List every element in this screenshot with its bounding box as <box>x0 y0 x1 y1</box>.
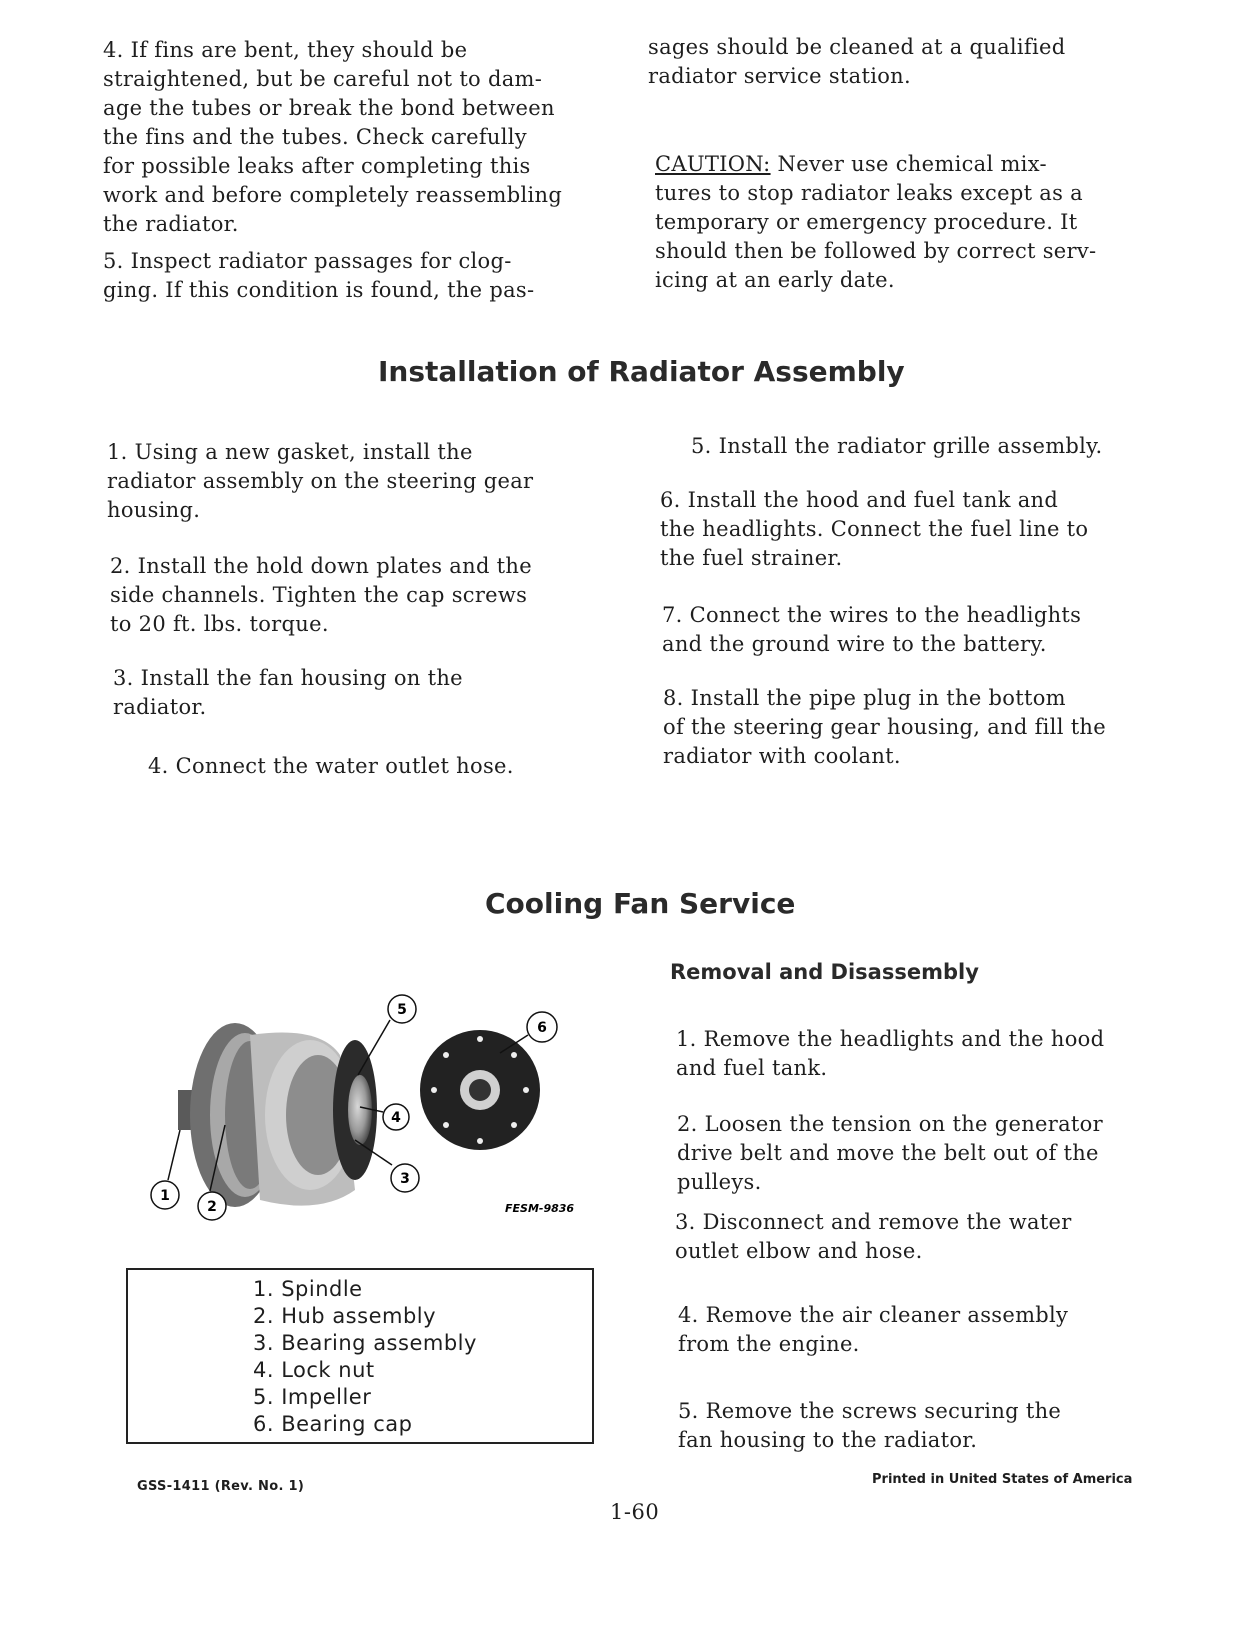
installation-step-4: 4. Connect the water outlet hose. <box>148 754 514 778</box>
paragraph-step-4-fins: 4. If fins are bent, they should be straightened, but be careful not to dam- age the tubes or break the bond between the fins and the tubes. Check carefully for possible leaks after completing this work and before completely reassembling the radiator. <box>103 38 563 236</box>
svg-text:2: 2 <box>207 1199 217 1215</box>
callout-2 <box>198 1192 226 1220</box>
legend-item-hub-assembly: 2. Hub assembly <box>253 1304 437 1328</box>
legend-item-bearing-cap: 6. Bearing cap <box>253 1412 413 1436</box>
installation-step-7: 7. Connect the wires to the headlights and the ground wire to the battery. <box>662 603 1082 656</box>
removal-step-1: 1. Remove the headlights and the hood and fuel tank. <box>676 1027 1105 1080</box>
caution-text: Never use chemical mix- tures to stop radiator leaks except as a temporary or emergency procedure. It should then be followed by correct serv- icing at an early date. <box>655 152 1097 292</box>
removal-subheading: Removal and Disassembly <box>670 960 979 984</box>
svg-text:1: 1 <box>160 1188 170 1204</box>
removal-step-2: 2. Loosen the tension on the generator drive belt and move the belt out of the pulleys. <box>677 1112 1103 1194</box>
callout-5 <box>388 995 416 1023</box>
removal-step-4: 4. Remove the air cleaner assembly from the engine. <box>678 1303 1069 1356</box>
svg-text:4: 4 <box>391 1110 401 1126</box>
paragraph-step-5-continued: sages should be cleaned at a qualified radiator service station. <box>648 35 1066 88</box>
document-number: GSS-1411 (Rev. No. 1) <box>137 1479 305 1494</box>
legend-item-impeller: 5. Impeller <box>253 1385 372 1409</box>
printed-in-note: Printed in United States of America <box>872 1472 1133 1487</box>
paragraph-step-5-passages: 5. Inspect radiator passages for clog- ging. If this condition is found, the pas- <box>103 249 535 302</box>
removal-step-5: 5. Remove the screws securing the fan housing to the radiator. <box>678 1399 1062 1452</box>
installation-step-5: 5. Install the radiator grille assembly. <box>691 434 1103 458</box>
installation-step-3: 3. Install the fan housing on the radiator. <box>113 666 463 719</box>
removal-step-3: 3. Disconnect and remove the water outlet elbow and hose. <box>675 1210 1072 1263</box>
figure-legend-list <box>253 1276 477 1438</box>
legend-item-spindle: 1. Spindle <box>253 1277 363 1301</box>
installation-step-2: 2. Install the hold down plates and the side channels. Tighten the cap screws to 20 ft. lbs. torque. <box>110 554 532 636</box>
svg-text:5: 5 <box>397 1002 407 1018</box>
figure-id: FESM-9836 <box>505 1202 575 1215</box>
figure-legend-box <box>126 1268 594 1444</box>
installation-heading: Installation of Radiator Assembly <box>378 355 905 388</box>
installation-step-8: 8. Install the pipe plug in the bottom of the steering gear housing, and fill the radiator with coolant. <box>663 686 1106 768</box>
legend-item-lock-nut: 4. Lock nut <box>253 1358 375 1382</box>
svg-text:3: 3 <box>400 1171 410 1187</box>
svg-text:6: 6 <box>537 1020 547 1036</box>
callout-3 <box>391 1164 419 1192</box>
caution-label: CAUTION: <box>655 152 771 176</box>
callout-4 <box>383 1104 409 1130</box>
cooling-fan-heading: Cooling Fan Service <box>485 887 796 920</box>
page-number: 1-60 <box>610 1500 660 1524</box>
installation-step-1: 1. Using a new gasket, install the radiator assembly on the steering gear housing. <box>107 440 534 522</box>
fan-assembly-illustration <box>150 1002 590 1250</box>
legend-item-bearing-assembly: 3. Bearing assembly <box>253 1331 477 1355</box>
callout-1 <box>151 1181 179 1209</box>
callout-6 <box>527 1012 557 1042</box>
caution-note <box>655 150 1096 295</box>
installation-step-6: 6. Install the hood and fuel tank and the headlights. Connect the fuel line to the fuel strainer. <box>660 488 1089 570</box>
